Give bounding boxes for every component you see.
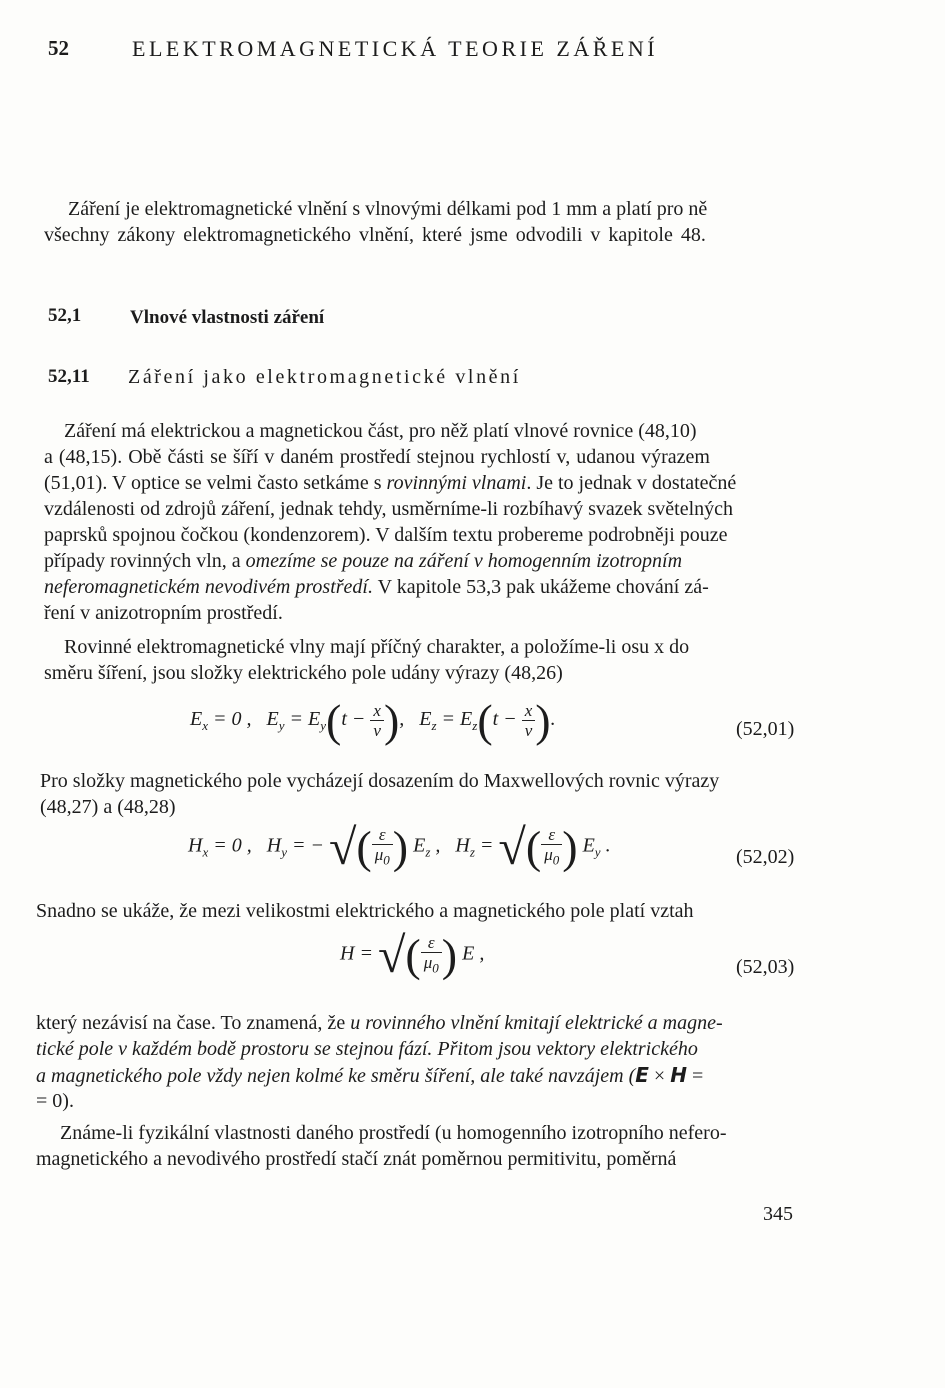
equation-number: (52,03) [736,956,795,978]
p5-line: a magnetického pole vždy nejen kolmé ke směru šíření, ale také navzájem (E × H = [36,1063,704,1087]
p1-line: a (48,15). Obě části se šíří v daném prostředí stejnou rychlostí v, udanou výrazem [44,446,710,468]
equation-number: (52,02) [736,846,795,868]
equation-number: (52,01) [736,718,795,740]
p6-line: Známe-li fyzikální vlastnosti daného prostředí (u homogenního izotropního nefero- [60,1122,727,1144]
p4-line: Snadno se ukáže, že mezi velikostmi elektrického a magnetického pole platí vztah [36,900,694,922]
p5-text: který nezávisí na čase. To znamená, že [36,1012,351,1034]
p2-line: Rovinné elektromagnetické vlny mají příčný charakter, a položíme-li osu x do [64,636,690,658]
page-number-footer: 345 [763,1203,793,1225]
p1-line: ření v anizotropním prostředí. [44,602,283,624]
p5-line: tické pole v každém bodě prostoru se stejnou fází. Přitom jsou vektory elektrického [36,1038,698,1060]
p1-line: Záření má elektrickou a magnetickou část, pro něž platí vlnové rovnice (48,10) [64,420,697,442]
section-title: Vlnové vlastnosti záření [130,307,325,328]
p5-line [36,1010,723,1037]
equation-52-02: $H_x = 0$ , $H_y$ = − √( $\frac{\varepsilon}{\mu_0}$ ) $E_z$ , $H_z$ = √( $\frac{\varepsilon}{\mu_0}$ ) $E_y$ . [188,819,611,875]
p3-line: (48,27) a (48,28) [40,796,176,818]
p6-line: magnetického a nevodivého prostředí stačí znát poměrnou permitivitu, poměrná [36,1148,677,1170]
p1-text: . Je to jednak v dostatečné [526,472,737,494]
running-title: ELEKTROMAGNETICKÁ TEORIE ZÁŘENÍ [132,36,659,61]
p1-line: paprsků spojnou čočkou (kondenzorem). V dalším textu probereme podrobněji pouze [44,524,728,546]
intro-line-2: všechny zákony elektromagnetického vlnění, které jsme odvodili v kapitole 48. [44,224,706,246]
p5-line: = 0). [36,1090,74,1112]
p1-line [44,470,736,497]
intro-line-1: Záření je elektromagnetické vlnění s vlnovými délkami pod 1 mm a platí pro ně [68,198,708,220]
subsection-title: Záření jako elektromagnetické vlnění [128,366,521,388]
emphasis: u rovinného vlnění kmitají elektrické a magne- [350,1012,723,1034]
p3-line: Pro složky magnetického pole vycházejí dosazením do Maxwellových rovnic výrazy [40,770,720,792]
equation-52-03: H = √( $\frac{\varepsilon}{\mu_0}$ ) E , [340,927,485,983]
page-number-header: 52 [48,36,69,60]
emphasis: omezíme se pouze na záření v homogenním izotropním [245,550,683,572]
subsection-number: 52,11 [48,366,90,387]
emphasis: a magnetického pole vždy nejen kolmé ke směru šíření, ale také navzájem ( [36,1065,636,1087]
equation-52-01: $E_x = 0$ , $E_y = E_y(t$ − $\frac{x}{v}$ ), $E_z = E_z(t$ − $\frac{x}{v}$ ). [190,695,556,746]
p1-line [44,548,682,575]
section-number: 52,1 [48,305,82,326]
p1-line: vzdálenosti od zdrojů záření, jednak tehdy, usměrníme-li rozbíhavý svazek světelných [44,498,734,520]
emphasis: neferomagnetickém nevodivém prostředí. [44,576,373,598]
p1-text: V kapitole 53,3 pak ukážeme chování zá- [372,576,709,598]
emphasis: rovinnými vlnami [386,472,527,494]
p1-text: (51,01). V optice se velmi často setkáme s [44,472,387,494]
p1-text: případy rovinných vln, a [44,550,246,572]
p1-line [44,574,709,601]
p2-line: směru šíření, jsou složky elektrického pole udány výrazy (48,26) [44,662,563,684]
